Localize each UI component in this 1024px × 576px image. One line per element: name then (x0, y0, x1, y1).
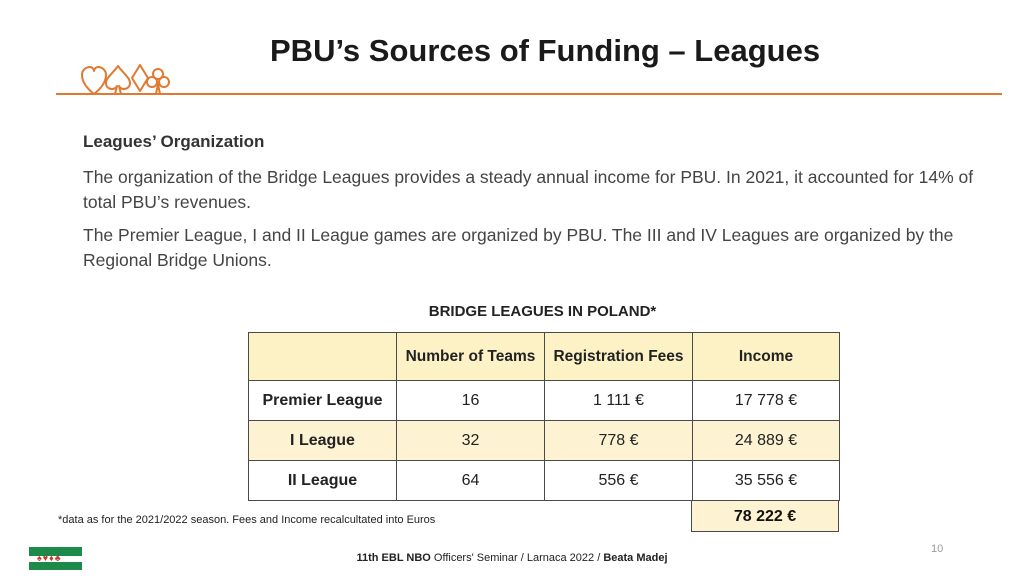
income-cell: 24 889 € (693, 421, 840, 461)
league-name-cell: I League (249, 421, 397, 461)
footnote: *data as for the 2021/2022 season. Fees and Income recalcultated into Euros (58, 514, 436, 526)
fees-cell: 556 € (545, 461, 693, 501)
leagues-table (248, 332, 840, 501)
teams-cell: 64 (397, 461, 545, 501)
footer-event-rest: Officers' Seminar / Larnaca 2022 / (430, 552, 604, 564)
table-row (249, 381, 840, 421)
footer-author: Beata Madej (603, 552, 668, 564)
footer (0, 552, 1024, 564)
header-cell-teams: Number of Teams (397, 333, 545, 381)
teams-cell: 16 (397, 381, 545, 421)
table-row (249, 461, 840, 501)
header-cell-fees: Registration Fees (545, 333, 693, 381)
paragraph-income: The organization of the Bridge Leagues provides a steady annual income for PBU. In 2021, it accounted for 14% of total PBU’s revenues. (83, 167, 974, 212)
fees-cell: 1 111 € (545, 381, 693, 421)
teams-cell: 32 (397, 421, 545, 461)
title-divider (56, 93, 1002, 95)
footer-event-bold: 11th EBL NBO (356, 552, 431, 564)
table-caption: BRIDGE LEAGUES IN POLAND* (428, 303, 657, 320)
slide-title: PBU’s Sources of Funding – Leagues (270, 33, 821, 68)
flag-suits-icon: ♠♥♦♣ (37, 553, 62, 563)
page-number: 10 (931, 543, 944, 555)
table-row (249, 421, 840, 461)
header-cell-income: Income (693, 333, 840, 381)
league-name-cell: II League (249, 461, 397, 501)
table-header-row (249, 333, 840, 381)
income-cell: 17 778 € (693, 381, 840, 421)
fees-cell: 778 € (545, 421, 693, 461)
league-name-cell: Premier League (249, 381, 397, 421)
income-cell: 35 556 € (693, 461, 840, 501)
header-cell-empty (249, 333, 397, 381)
section-heading: Leagues’ Organization (83, 132, 265, 151)
paragraph-organization: The Premier League, I and II League games are organized by PBU. The III and IV Leagues are organized by the Regional Bridge Unions. (83, 225, 954, 270)
income-total: 78 222 € (691, 500, 839, 532)
